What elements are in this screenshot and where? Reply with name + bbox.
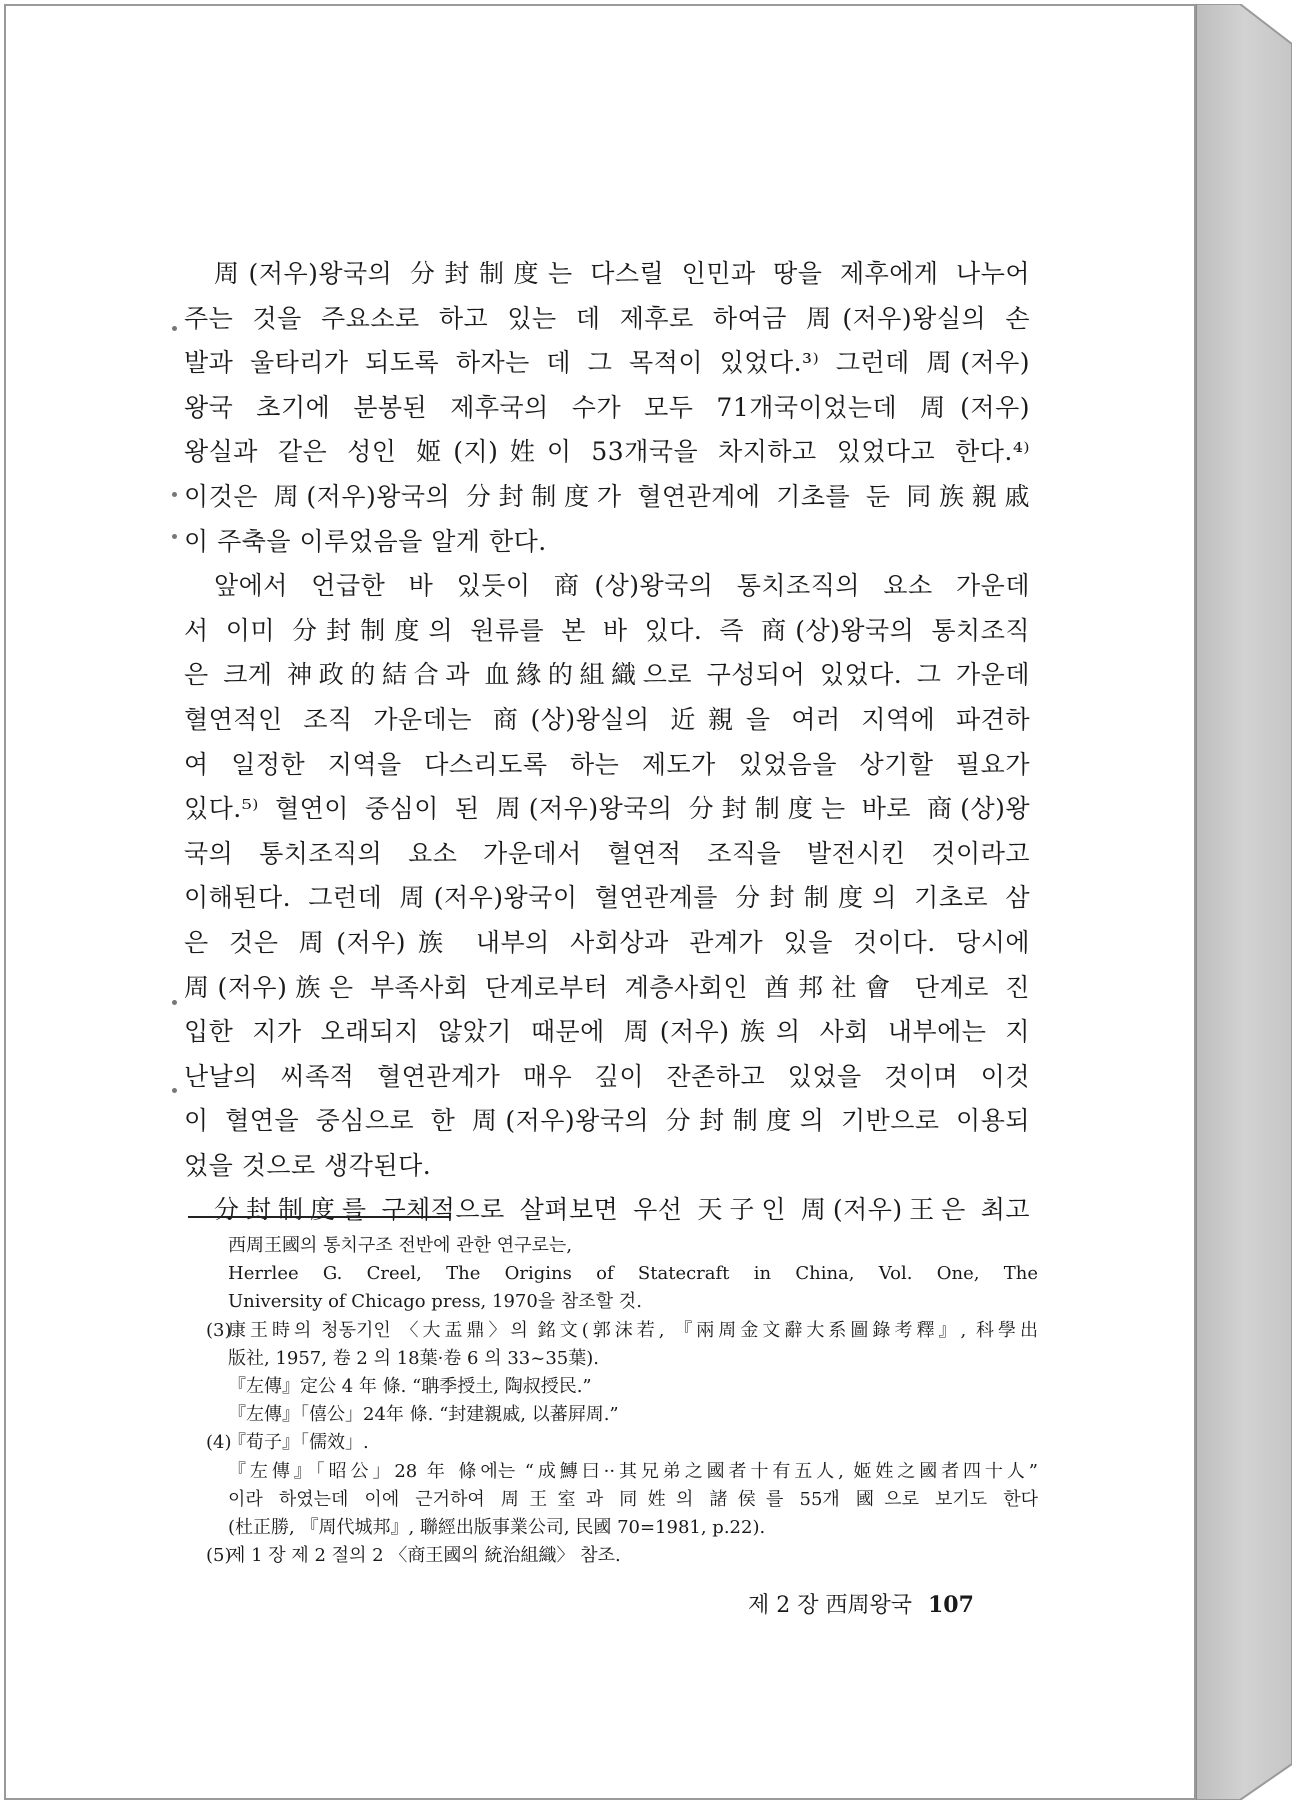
footnote-lead-line: Herrlee G. Creel, The Origins of Statecraft in China, Vol. One, The bbox=[228, 1263, 1038, 1285]
footnote-divider bbox=[188, 1216, 450, 1218]
text-line: 이 주축을 이루었음을 알게 한다. bbox=[184, 526, 547, 556]
footnote-4-number: (4) bbox=[206, 1432, 232, 1454]
text-line: 周(저우)族은 부족사회 단계로부터 계층사회인 酋邦社會 단계로 진 bbox=[184, 972, 1030, 1002]
footnote-lead-line: University of Chicago press, 1970을 참조할 것. bbox=[228, 1291, 642, 1313]
text-line: 었을 것으로 생각된다. bbox=[184, 1150, 432, 1180]
text-line: 周(저우)왕국의 分封制度는 다스릴 인민과 땅을 제후에게 나누어 bbox=[214, 259, 1030, 288]
footnote-3-line: 『左傳』「僖公」24年 條. “封建親戚, 以蕃屛周.” bbox=[228, 1404, 619, 1426]
footnote-4-line: 『荀子』「儒效」. bbox=[228, 1432, 369, 1454]
scan-speck bbox=[172, 326, 177, 331]
footnote-3-line: 康王時의 청동기인 〈大盂鼎〉의 銘文(郭沫若, 『兩周金文辭大系圖錄考釋』, 科學出 bbox=[228, 1319, 1038, 1341]
text-line: 은 것은 周(저우)族 내부의 사회상과 관계가 있을 것이다. 당시에 bbox=[184, 927, 1030, 957]
footnote-3-line: 版社, 1957, 卷 2 의 18葉·卷 6 의 33~35葉). bbox=[228, 1347, 599, 1369]
text-line: 왕실과 같은 성인 姬(지)姓이 53개국을 차지하고 있었다고 한다.⁴⁾ bbox=[184, 437, 1030, 467]
paragraph-3 bbox=[184, 1188, 1030, 1233]
body-text bbox=[184, 252, 1030, 1233]
text-line: 있다.⁵⁾ 혈연이 중심이 된 周(저우)왕국의 分封制度는 바로 商(상)왕 bbox=[184, 794, 1030, 824]
paragraph-1 bbox=[184, 252, 1030, 564]
text-line: 이해된다. 그런데 周(저우)왕국이 혈연관계를 分封制度의 기초로 삼 bbox=[184, 883, 1030, 913]
text-line: 앞에서 언급한 바 있듯이 商(상)왕국의 통치조직의 요소 가운데 bbox=[214, 571, 1030, 601]
text-line: 주는 것을 주요소로 하고 있는 데 제후로 하여금 周(저우)왕실의 손 bbox=[184, 303, 1030, 333]
running-footer-chapter: 제 2 장 西周왕국 bbox=[748, 1593, 912, 1618]
text-line: 이것은 周(저우)왕국의 分封制度가 혈연관계에 기초를 둔 同族親戚 bbox=[184, 481, 1030, 511]
footnote-5-line: 제 1 장 제 2 절의 2 〈商王國의 統治組織〉 참조. bbox=[228, 1545, 621, 1567]
footnote-4-line: 이라 하였는데 이에 근거하여 周王室과 同姓의 諸侯를 55개 國으로 보기도 한다 bbox=[228, 1488, 1038, 1510]
footnote-4-line: (杜正勝, 『周代城邦』, 聯經出版事業公司, 民國 70=1981, p.22). bbox=[228, 1516, 766, 1538]
footnote-4-line: 『左傳』「昭公」28 年 條에는 “成鱄曰··其兄弟之國者十有五人, 姬姓之國者四十人” bbox=[228, 1460, 1038, 1482]
footnote-3-line: 『左傳』定公 4 年 條. “聃季授土, 陶叔授民.” bbox=[228, 1375, 592, 1397]
text-line: 이 혈연을 중심으로 한 周(저우)왕국의 分封制度의 기반으로 이용되 bbox=[184, 1106, 1030, 1136]
footnote-5-number: (5) bbox=[206, 1545, 232, 1567]
text-line: 혈연적인 조직 가운데는 商(상)왕실의 近親을 여러 지역에 파견하 bbox=[184, 704, 1030, 734]
footnote-lead-line: 西周王國의 통치구조 전반에 관한 연구로는, bbox=[228, 1235, 573, 1256]
text-line: 은 크게 神政的結合과 血緣的組織으로 구성되어 있었다. 그 가운데 bbox=[184, 660, 1030, 690]
text-line: 난날의 씨족적 혈연관계가 매우 깊이 잔존하고 있었을 것이며 이것 bbox=[184, 1061, 1030, 1091]
scan-speck bbox=[172, 492, 177, 497]
footnotes bbox=[228, 1232, 1038, 1570]
text-line: 서 이미 分封制度의 원류를 본 바 있다. 즉 商(상)왕국의 통치조직 bbox=[184, 615, 1030, 645]
footnote-3-number: (3) bbox=[206, 1319, 232, 1341]
text-line: 발과 울타리가 되도록 하자는 데 그 목적이 있었다.³⁾ 그런데 周(저우) bbox=[184, 348, 1030, 378]
text-line: 分封制度를 구체적으로 살펴보면 우선 天子인 周(저우)王은 최고 bbox=[214, 1195, 1030, 1225]
text-line: 여 일정한 지역을 다스리도록 하는 제도가 있었음을 상기할 필요가 bbox=[184, 749, 1030, 779]
scan-speck bbox=[172, 1000, 177, 1005]
page-number: 107 bbox=[928, 1592, 974, 1618]
scan-speck bbox=[172, 534, 177, 539]
text-line: 국의 통치조직의 요소 가운데서 혈연적 조직을 발전시킨 것이라고 bbox=[184, 838, 1030, 868]
text-line: 입한 지가 오래되지 않았기 때문에 周(저우)族의 사회 내부에는 지 bbox=[184, 1017, 1030, 1047]
text-line: 왕국 초기에 분봉된 제후국의 수가 모두 71개국이었는데 周(저우) bbox=[184, 392, 1030, 422]
scan-speck bbox=[172, 1088, 177, 1093]
page-footer bbox=[748, 1588, 1028, 1619]
book-spine-3d bbox=[1196, 4, 1292, 1800]
paragraph-2 bbox=[184, 564, 1030, 1188]
